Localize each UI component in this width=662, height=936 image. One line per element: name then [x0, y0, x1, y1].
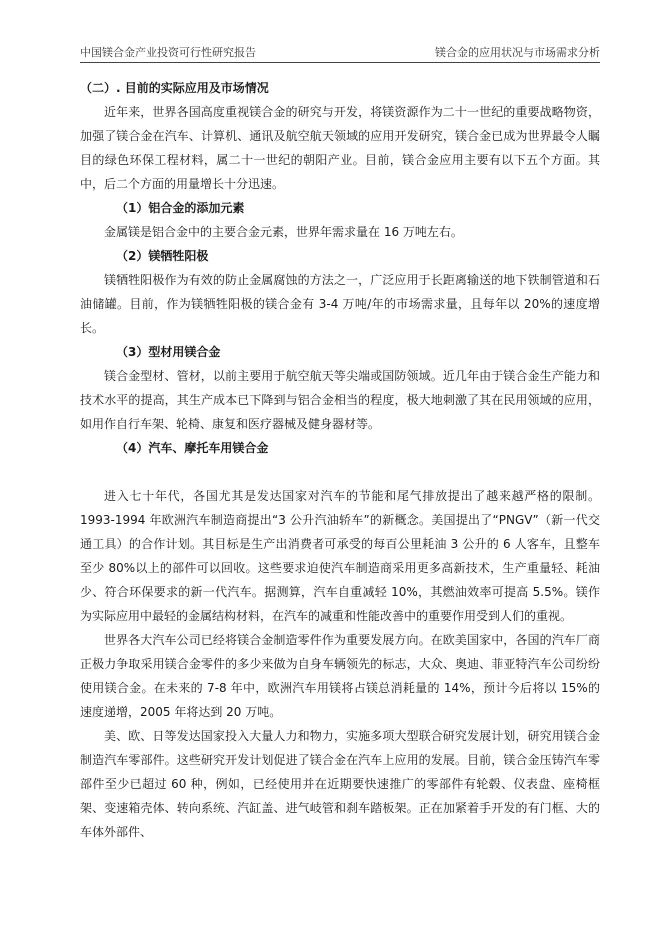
item-heading-2: （2）镁牺牲阳极 [116, 249, 209, 263]
header-right-title: 镁合金的应用状况与市场需求分析 [435, 46, 600, 59]
intro-paragraph: 近年来，世界各国高度重视镁合金的研究与开发，将镁资源作为二十一世纪的重要战略物资，加强了镁合金在汽车、计算机、通讯及航空航天领域的应用开发研究，镁合金已成为世界最令人瞩目的绿色环保工程材料，属二十一世纪的朝阳产业。目前，镁合金应用主要有以下五个方面。其中，后二个方面的用量增长十分迅速。 [80, 105, 600, 191]
item-heading-3: （3）型材用镁合金 [116, 345, 221, 359]
item-text-1: 金属镁是铝合金中的主要合金元素，世界年需求量在 16 万吨左右。 [104, 225, 463, 239]
header-divider [80, 62, 600, 63]
item-heading-4: （4）汽车、摩托车用镁合金 [116, 441, 269, 455]
item-text-2: 镁牺牲阳极作为有效的防止金属腐蚀的方法之一，广泛应用于长距离输送的地下铁制管道和石油储罐。目前，作为镁牺牲阳极的镁合金有 3-4 万吨/年的市场需求量，且每年以 20%的速度增长。 [80, 273, 600, 335]
item-text-3: 镁合金型材、管材，以前主要用于航空航天等尖端或国防领域。近几年由于镁合金生产能力和技术水平的提高，其生产成本已下降到与铝合金相当的程度，极大地刺激了其在民用领域的应用，如用作自行车架、轮椅、康复和医疗器械及健身器材等。 [80, 369, 600, 431]
section-title: （二）. 目前的实际应用及市场情况 [80, 81, 269, 95]
page-header [80, 44, 600, 62]
auto-paragraph-2: 世界各大汽车公司已经将镁合金制造零件作为重要发展方向。在欧美国家中，各国的汽车厂商正极力争取采用镁合金零件的多少来做为自身车辆领先的标志，大众、奥迪、菲亚特汽车公司纷纷使用镁合金。在未来的 7-8 年中，欧洲汽车用镁将占镁总消耗量的 14%，预计今后将以 15%的速度递增，2005 年将达到 20 万吨。 [80, 633, 600, 719]
header-left-title: 中国镁合金产业投资可行性研究报告 [80, 46, 256, 59]
blank-line [80, 460, 600, 484]
document-body [80, 76, 600, 844]
auto-paragraph-1: 进入七十年代，各国尤其是发达国家对汽车的节能和尾气排放提出了越来越严格的限制。1993-1994 年欧洲汽车制造商提出“3 公升汽油轿车”的新概念。美国提出了“PNGV”（新一代交通工具）的合作计划。其目标是生产出消费者可承受的每百公里耗油 3 公升的 6 人客车，且整车至少 80%以上的部件可以回收。这些要求迫使汽车制造商采用更多高新技术，生产重量轻、耗油少、符合环保要求的新一代汽车。据测算，汽车自重减轻 10%，其燃油效率可提高 5.5%。镁作为实际应用中最轻的金属结构材料，在汽车的减重和性能改善中的重要作用受到人们的重视。 [80, 489, 600, 623]
item-heading-1: （1）铝合金的添加元素 [116, 201, 245, 215]
auto-paragraph-3: 美、欧、日等发达国家投入大量人力和物力，实施多项大型联合研究发展计划，研究用镁合金制造汽车零部件。这些研究开发计划促进了镁合金在汽车上应用的发展。目前，镁合金压铸汽车零部件至少已超过 60 种，例如，已经使用并在近期要快速推广的零部件有轮毂、仪表盘、座椅框架、变速箱壳体、转向系统、汽缸盖、进气岐管和刹车踏板架。正在加紧着手开发的有门框、大的车体外部件、 [80, 729, 600, 839]
